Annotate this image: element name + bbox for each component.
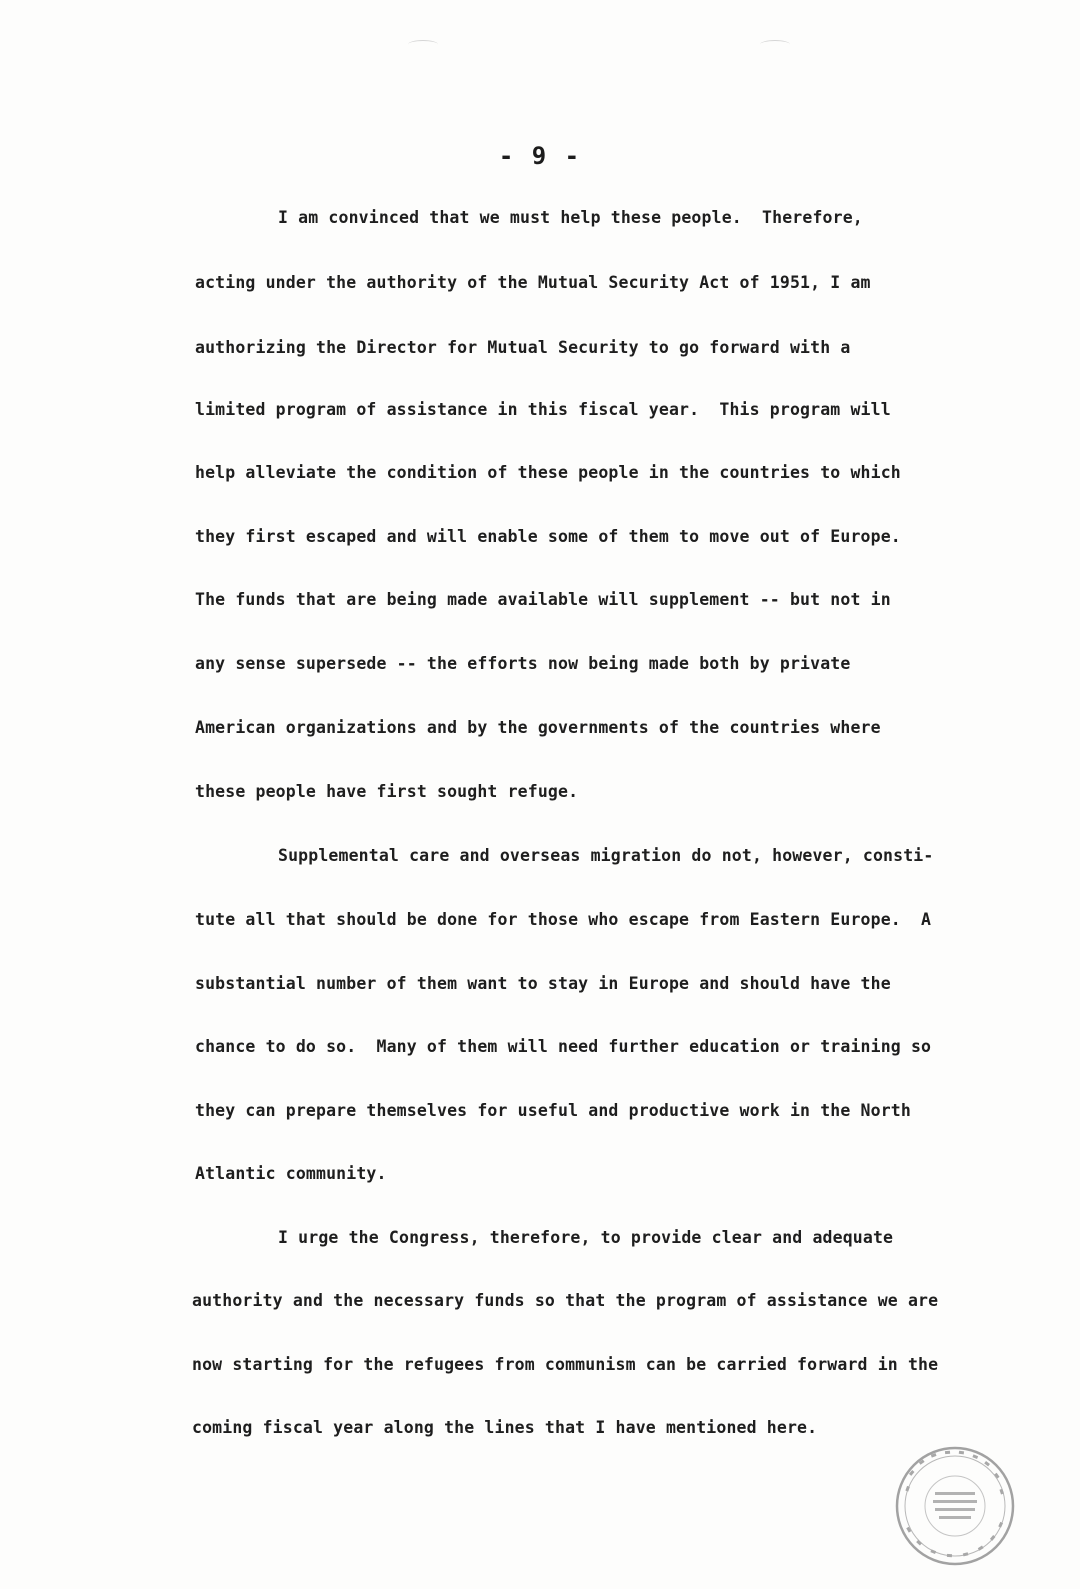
scan-mark	[408, 40, 438, 49]
text-line: authorizing the Director for Mutual Security to go forward with a	[195, 338, 851, 357]
text-line: tute all that should be done for those who escape from Eastern Europe. A	[195, 910, 932, 929]
text-line: I urge the Congress, therefore, to provide clear and adequate	[278, 1228, 894, 1247]
text-line: coming fiscal year along the lines that I have mentioned here.	[192, 1418, 818, 1437]
page-number: - 9 -	[498, 142, 582, 170]
text-line: help alleviate the condition of these people in the countries to which	[195, 463, 901, 482]
scan-mark	[760, 40, 790, 49]
text-line: American organizations and by the governments of the countries where	[195, 718, 881, 737]
text-line: any sense supersede -- the efforts now being made both by private	[195, 654, 851, 673]
text-line: chance to do so. Many of them will need further education or training so	[195, 1037, 932, 1056]
text-line: they first escaped and will enable some of them to move out of Europe.	[195, 527, 901, 546]
text-line: acting under the authority of the Mutual Security Act of 1951, I am	[195, 273, 871, 292]
text-line: they can prepare themselves for useful and productive work in the North	[195, 1101, 911, 1120]
text-line: I am convinced that we must help these people. Therefore,	[278, 208, 863, 227]
text-line: these people have first sought refuge.	[195, 782, 579, 801]
text-line: substantial number of them want to stay in Europe and should have the	[195, 974, 891, 993]
text-line: The funds that are being made available will supplement -- but not in	[195, 590, 891, 609]
text-line: limited program of assistance in this fiscal year. This program will	[195, 400, 891, 419]
text-line: Atlantic community.	[195, 1164, 387, 1183]
text-line: Supplemental care and overseas migration do not, however, consti-	[278, 846, 934, 865]
text-line: now starting for the refugees from communism can be carried forward in the	[192, 1355, 939, 1374]
text-line: authority and the necessary funds so that the program of assistance we are	[192, 1291, 939, 1310]
library-seal-icon	[893, 1444, 1017, 1568]
